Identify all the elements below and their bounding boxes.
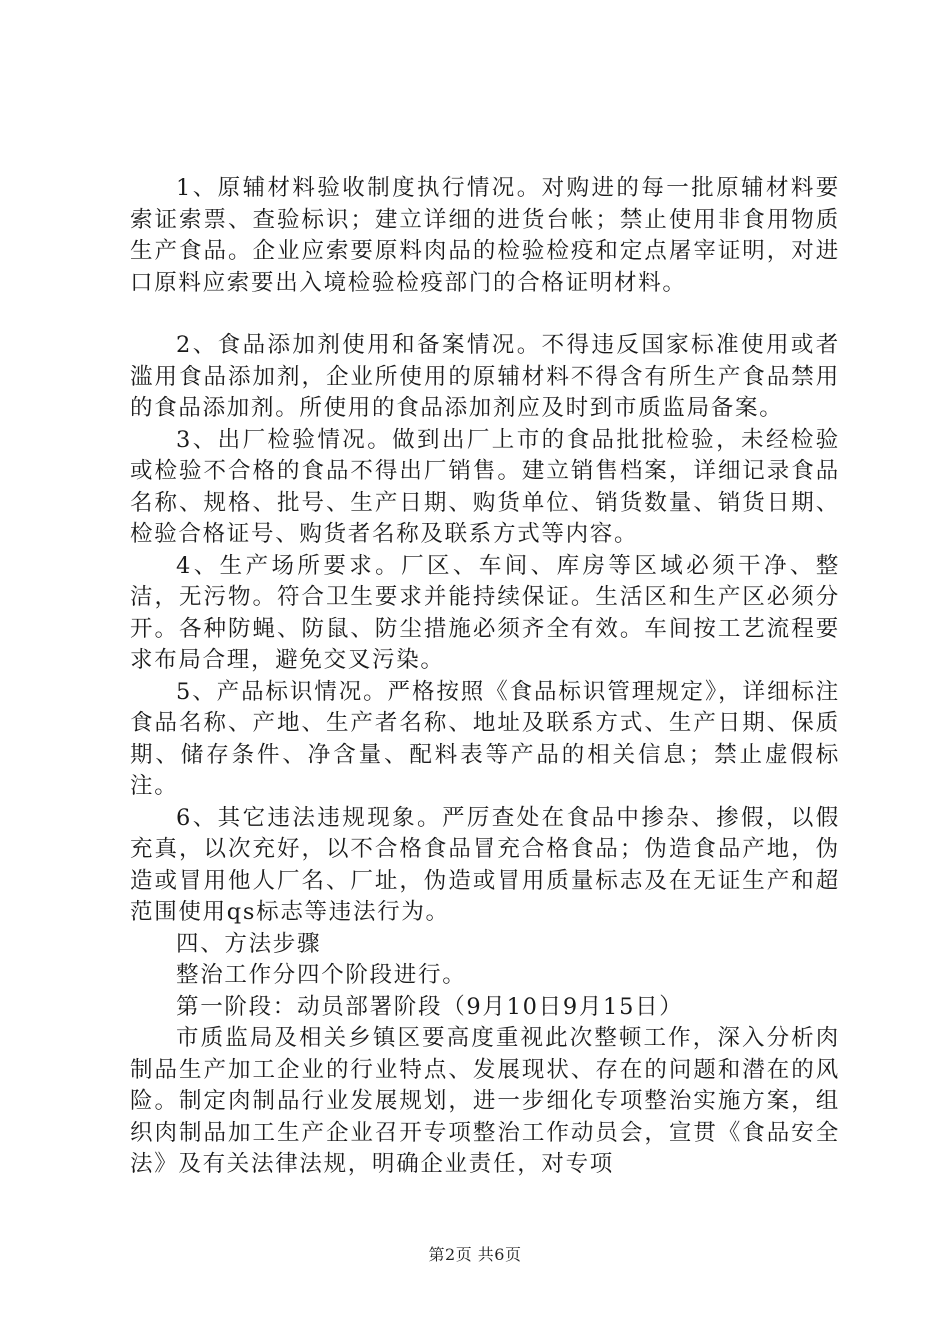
document-body	[130, 173, 840, 1181]
stage-heading-first: 第一阶段：动员部署阶段（9月10日9月15日）	[176, 993, 684, 1020]
paragraph-item-1: 1、原辅材料验收制度执行情况。对购进的每一批原辅材料要索证索票、查验标识；建立详细的进货台帐；禁止使用非食用物质生产食品。企业应索要原料肉品的检验检疫和定点屠宰证明，对进口原料应索要出入境检验检疫部门的合格证明材料。	[130, 175, 840, 296]
paragraph-item-5: 5、产品标识情况。严格按照《食品标识管理规定》，详细标注食品名称、产地、生产者名称、地址及联系方式、生产日期、保质期、储存条件、净含量、配料表等产品的相关信息；禁止虚假标注。	[130, 678, 840, 799]
page-footer: 第2页 共6页	[428, 1245, 522, 1264]
paragraph-item-3: 3、出厂检验情况。做到出厂上市的食品批批检验，未经检验或检验不合格的食品不得出厂销售。建立销售档案，详细记录食品名称、规格、批号、生产日期、购货单位、销货数量、销货日期、检验合格证号、购货者名称及联系方式等内容。	[130, 426, 840, 547]
paragraph-item-6: 6、其它违法违规现象。严厉查处在食品中掺杂、掺假，以假充真，以次充好，以不合格食品冒充合格食品；伪造食品产地，伪造或冒用他人厂名、厂址，伪造或冒用质量标志及在无证生产和超范围使用qs标志等违法行为。	[130, 804, 840, 925]
paragraph-overview: 整治工作分四个阶段进行。	[176, 962, 467, 988]
paragraph-item-4: 4、生产场所要求。厂区、车间、库房等区域必须干净、整洁，无污物。符合卫生要求并能持续保证。生活区和生产区必须分开。各种防蝇、防鼠、防尘措施必须齐全有效。车间按工艺流程要求布局合理，避免交叉污染。	[130, 552, 840, 673]
section-heading-methods: 四、方法步骤	[176, 930, 322, 957]
paragraph-item-2: 2、食品添加剂使用和备案情况。不得违反国家标准使用或者滥用食品添加剂，企业所使用的原辅材料不得含有所生产食品禁用的食品添加剂。所使用的食品添加剂应及时到市质监局备案。	[130, 332, 840, 421]
paragraph-stage-one: 市质监局及相关乡镇区要高度重视此次整顿工作，深入分析肉制品生产加工企业的行业特点、发展现状、存在的问题和潜在的风险。制定肉制品行业发展规划，进一步细化专项整治实施方案，组织肉制品加工生产企业召开专项整治工作动员会，宣贯《食品安全法》及有关法律法规，明确企业责任，对专项	[130, 1025, 840, 1177]
